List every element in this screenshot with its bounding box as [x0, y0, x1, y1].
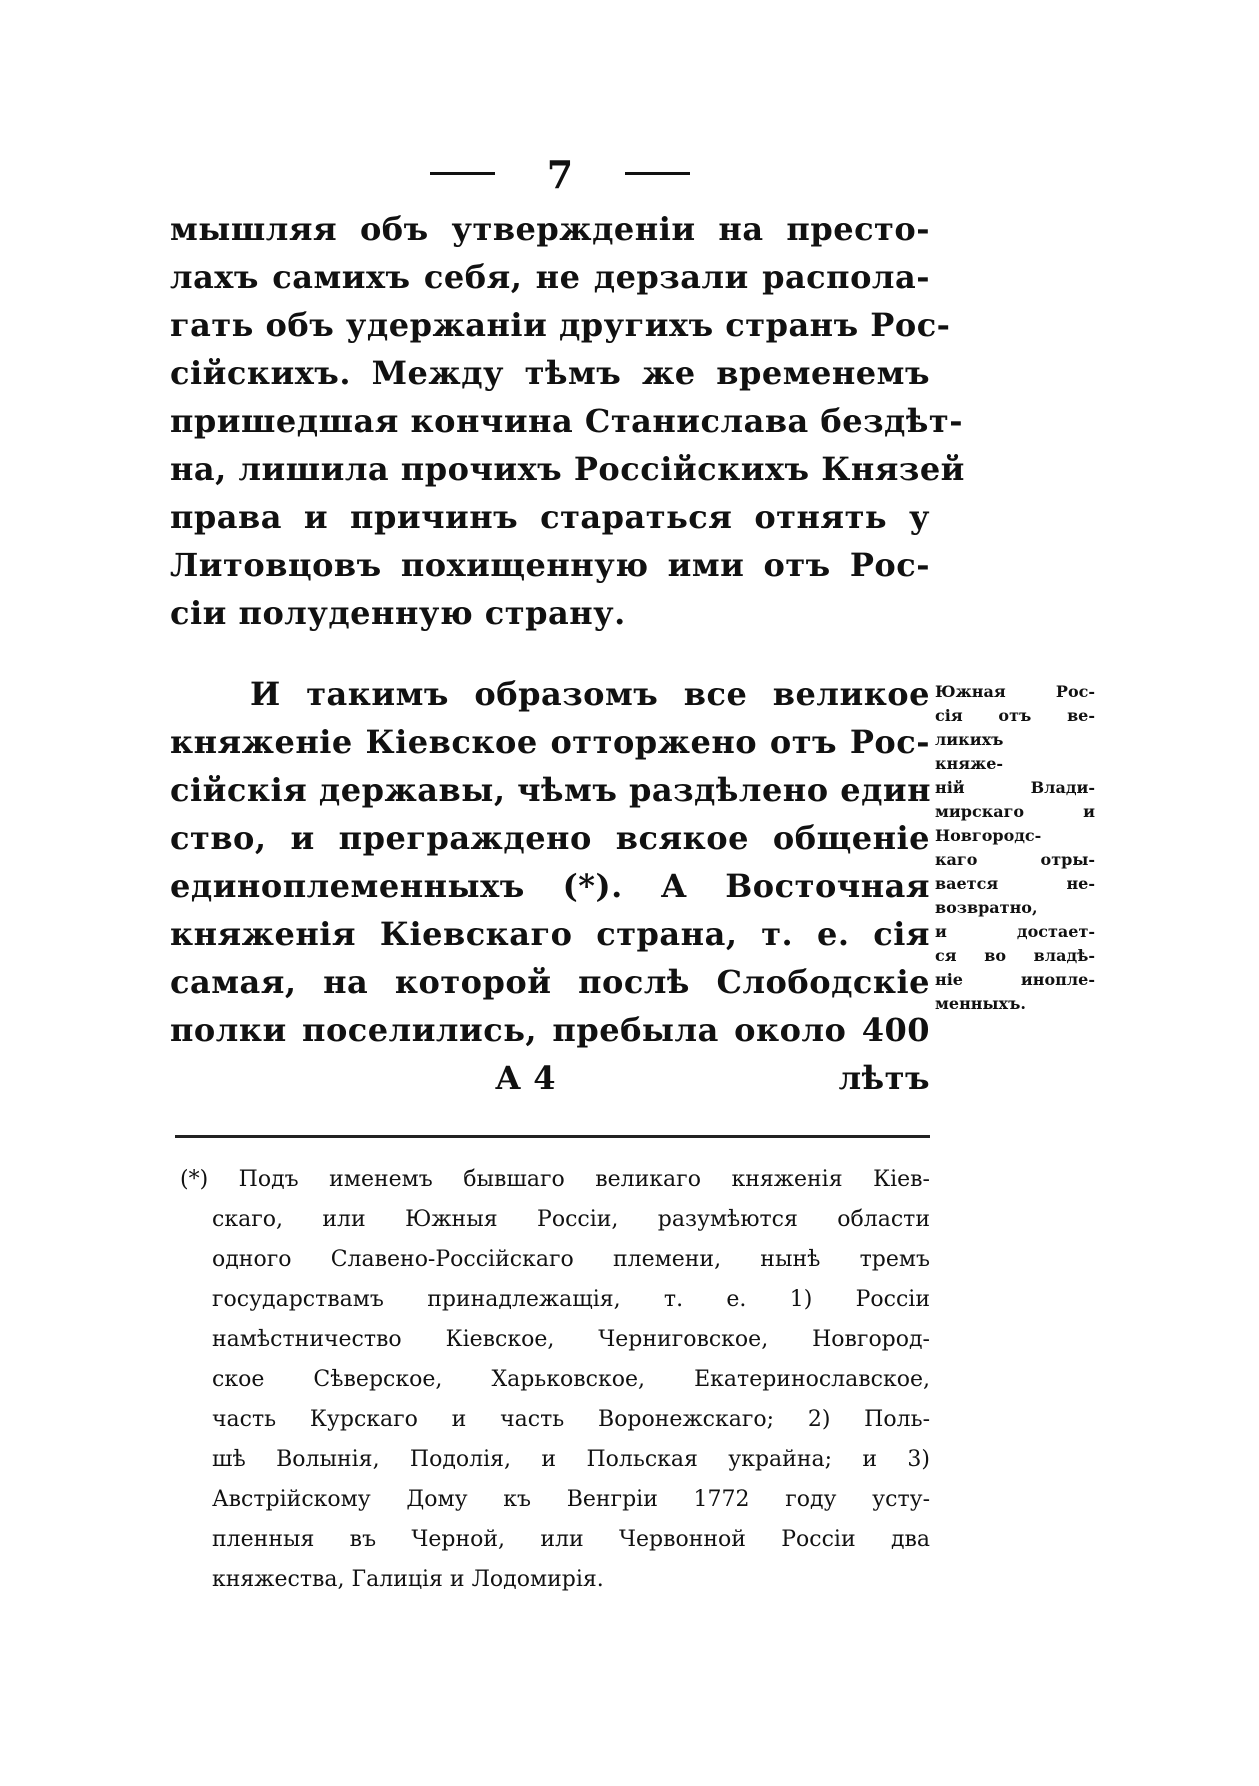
margin-line: каго отры-: [935, 850, 1095, 869]
footnote: [180, 1160, 930, 1600]
text-line: сійскихъ. Между тѣмъ же временемъ: [170, 354, 930, 392]
margin-line: мирскаго и: [935, 802, 1095, 821]
footnote-line: княжества, Галиція и Лодомирія.: [212, 1567, 604, 1592]
text-line: на, лишила прочихъ Россійскихъ Князей: [170, 450, 965, 488]
text-line: лахъ самихъ себя, не дерзали распола-: [170, 258, 930, 296]
text-line: сіи полуденную страну.: [170, 594, 626, 632]
footnote-line: одного Славено-Россійскаго племени, нынѣ тремъ: [212, 1247, 930, 1272]
margin-line: и достает-: [935, 922, 1095, 941]
footnote-line: скаго, или Южныя Россіи, разумѣются области: [212, 1207, 930, 1232]
text-line: княженіе Кіевское отторжено отъ Рос-: [170, 723, 930, 761]
footnote-line: шѣ Волынія, Подолія, и Польская украйна; и 3): [212, 1447, 930, 1472]
margin-line: вается не-: [935, 874, 1095, 893]
right-dash: [625, 172, 690, 175]
margin-line: ній Влади-: [935, 778, 1095, 797]
margin-line: ніе инопле-: [935, 970, 1095, 989]
footnote-line: Австрійскому Дому къ Венгріи 1772 году усту-: [212, 1487, 930, 1512]
text-line: единоплеменныхъ (*). А Восточная: [170, 867, 930, 905]
text-line: полки поселились, пребыла около 400: [170, 1011, 930, 1049]
footnote-line: пленныя въ Черной, или Червонной Россіи два: [212, 1527, 930, 1552]
running-head: [430, 150, 690, 200]
footnote-line: ское Сѣверское, Харьковское, Екатеринославское,: [212, 1367, 930, 1392]
margin-line: возвратно,: [935, 898, 1038, 917]
margin-line: менныхъ.: [935, 994, 1026, 1013]
text-line: мышляя объ утвержденіи на престо-: [170, 210, 930, 248]
paragraph-1: [170, 205, 965, 637]
margin-note: [935, 680, 1095, 1016]
margin-line: Новгородс-: [935, 826, 1042, 845]
text-line: права и причинъ стараться отнять у: [170, 498, 930, 536]
signature-mark: А 4: [495, 1059, 556, 1097]
text-line: ство, и преграждено всякое общеніе: [170, 819, 930, 857]
margin-line: ликихъ: [935, 730, 1004, 749]
signature-line: [170, 1054, 930, 1102]
margin-line: княже-: [935, 754, 1004, 773]
page-number: 7: [546, 152, 574, 197]
catchword: лѣтъ: [838, 1059, 930, 1097]
margin-line: Южная Рос-: [935, 682, 1095, 701]
footnote-rule: [175, 1135, 930, 1138]
text-line: сійскія державы, чѣмъ раздѣлено един: [170, 771, 932, 809]
footnote-line: (*) Подъ именемъ бывшаго великаго княженія Кіев-: [180, 1167, 930, 1192]
text-line: Литовцовъ похищенную ими отъ Рос-: [170, 546, 930, 584]
footnote-line: намѣстничество Кіевское, Черниговское, Новгород-: [212, 1327, 930, 1352]
footnote-line: часть Курскаго и часть Воронежскаго; 2) Поль-: [212, 1407, 930, 1432]
text-line: самая, на которой послѣ Слободскіе: [170, 963, 930, 1001]
text-line: гать объ удержаніи другихъ странъ Рос-: [170, 306, 951, 344]
margin-line: ся во владѣ-: [935, 946, 1095, 965]
text-line: княженія Кіевскаго страна, т. е. сія: [170, 915, 930, 953]
margin-line: сія отъ ве-: [935, 706, 1095, 725]
text-line: пришедшая кончина Станислава бездѣт-: [170, 402, 963, 440]
text-line: И такимъ образомъ все великое: [250, 675, 930, 713]
footnote-line: государствамъ принадлежащія, т. е. 1) Россіи: [212, 1287, 930, 1312]
paragraph-2: [170, 670, 930, 1102]
